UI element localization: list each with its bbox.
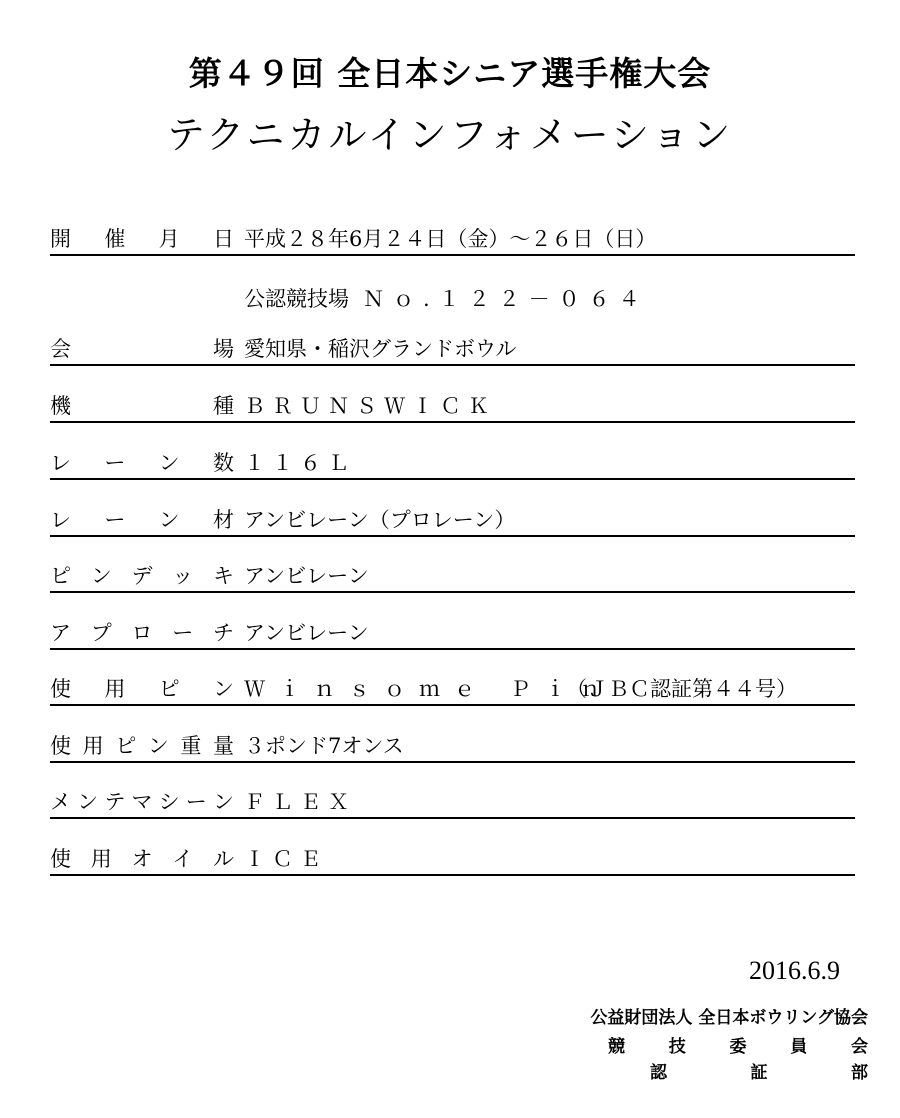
row-maintenance-machine	[50, 789, 855, 819]
row-value: 平成２８年6月２４日（金）～２６日（日）	[244, 227, 657, 251]
row-value-note: （ＪＢＣ認証第４４号）	[566, 677, 797, 701]
row-pins-used	[50, 676, 855, 706]
row-oil	[50, 846, 855, 876]
document-title: 第４９回 全日本シニア選手権大会	[188, 54, 712, 93]
row-pin-deck	[50, 563, 855, 593]
row-approach	[50, 620, 855, 650]
document-date: 2016.6.9	[749, 956, 840, 985]
row-lane-material	[50, 507, 855, 537]
row-label: 使 用 ピ ン	[50, 677, 234, 701]
row-value: アンビレーン	[244, 564, 369, 588]
certified-venue	[244, 283, 649, 313]
row-value: 愛知県・稲沢グランドボウル	[244, 337, 517, 361]
department-name: 認 証 部	[650, 1063, 868, 1083]
row-value: Ｗｉｎｓｏｍｅ Ｐｉｎ	[244, 677, 615, 701]
row-label: レ ー ン 材	[50, 508, 234, 532]
row-label: ア プ ロ ー チ	[50, 621, 234, 645]
row-label: 会 場	[50, 337, 234, 361]
row-lane-count	[50, 450, 855, 480]
cert-label: 公認競技場	[244, 287, 349, 311]
committee-name: 競 技 委 員 会	[608, 1037, 868, 1057]
row-pin-weight	[50, 733, 855, 763]
row-value: アンビレーン	[244, 621, 369, 645]
row-label: 開 催 月 日	[50, 227, 234, 251]
row-value: １１６Ｌ	[244, 451, 356, 475]
row-value: アンビレーン（プロレーン）	[244, 508, 516, 532]
cert-number: Ｎｏ.１２２－０６４	[363, 287, 649, 311]
row-machine	[50, 393, 855, 423]
row-value: ＩＣＥ	[244, 847, 328, 871]
row-value: ３ポンド7オンス	[244, 734, 404, 758]
organization-name: 公益財団法人 全日本ボウリング協会	[590, 1008, 868, 1028]
row-label: 使 用 ピ ン 重 量	[50, 734, 234, 758]
row-value: ＦＬＥＸ	[244, 790, 356, 814]
row-venue	[50, 336, 855, 366]
row-label: ピ ン デ ッ キ	[50, 564, 234, 588]
row-label: レ ー ン 数	[50, 451, 234, 475]
document-subtitle: テクニカルインフォメーション	[166, 113, 734, 157]
row-label: 機 種	[50, 394, 234, 418]
row-value: ＢＲＵＮＳＷＩＣＫ	[244, 394, 496, 418]
row-label: メ ン テ マ シ ー ン	[50, 790, 234, 814]
row-event-dates	[50, 226, 855, 256]
row-label: 使 用 オ イ ル	[50, 847, 234, 871]
